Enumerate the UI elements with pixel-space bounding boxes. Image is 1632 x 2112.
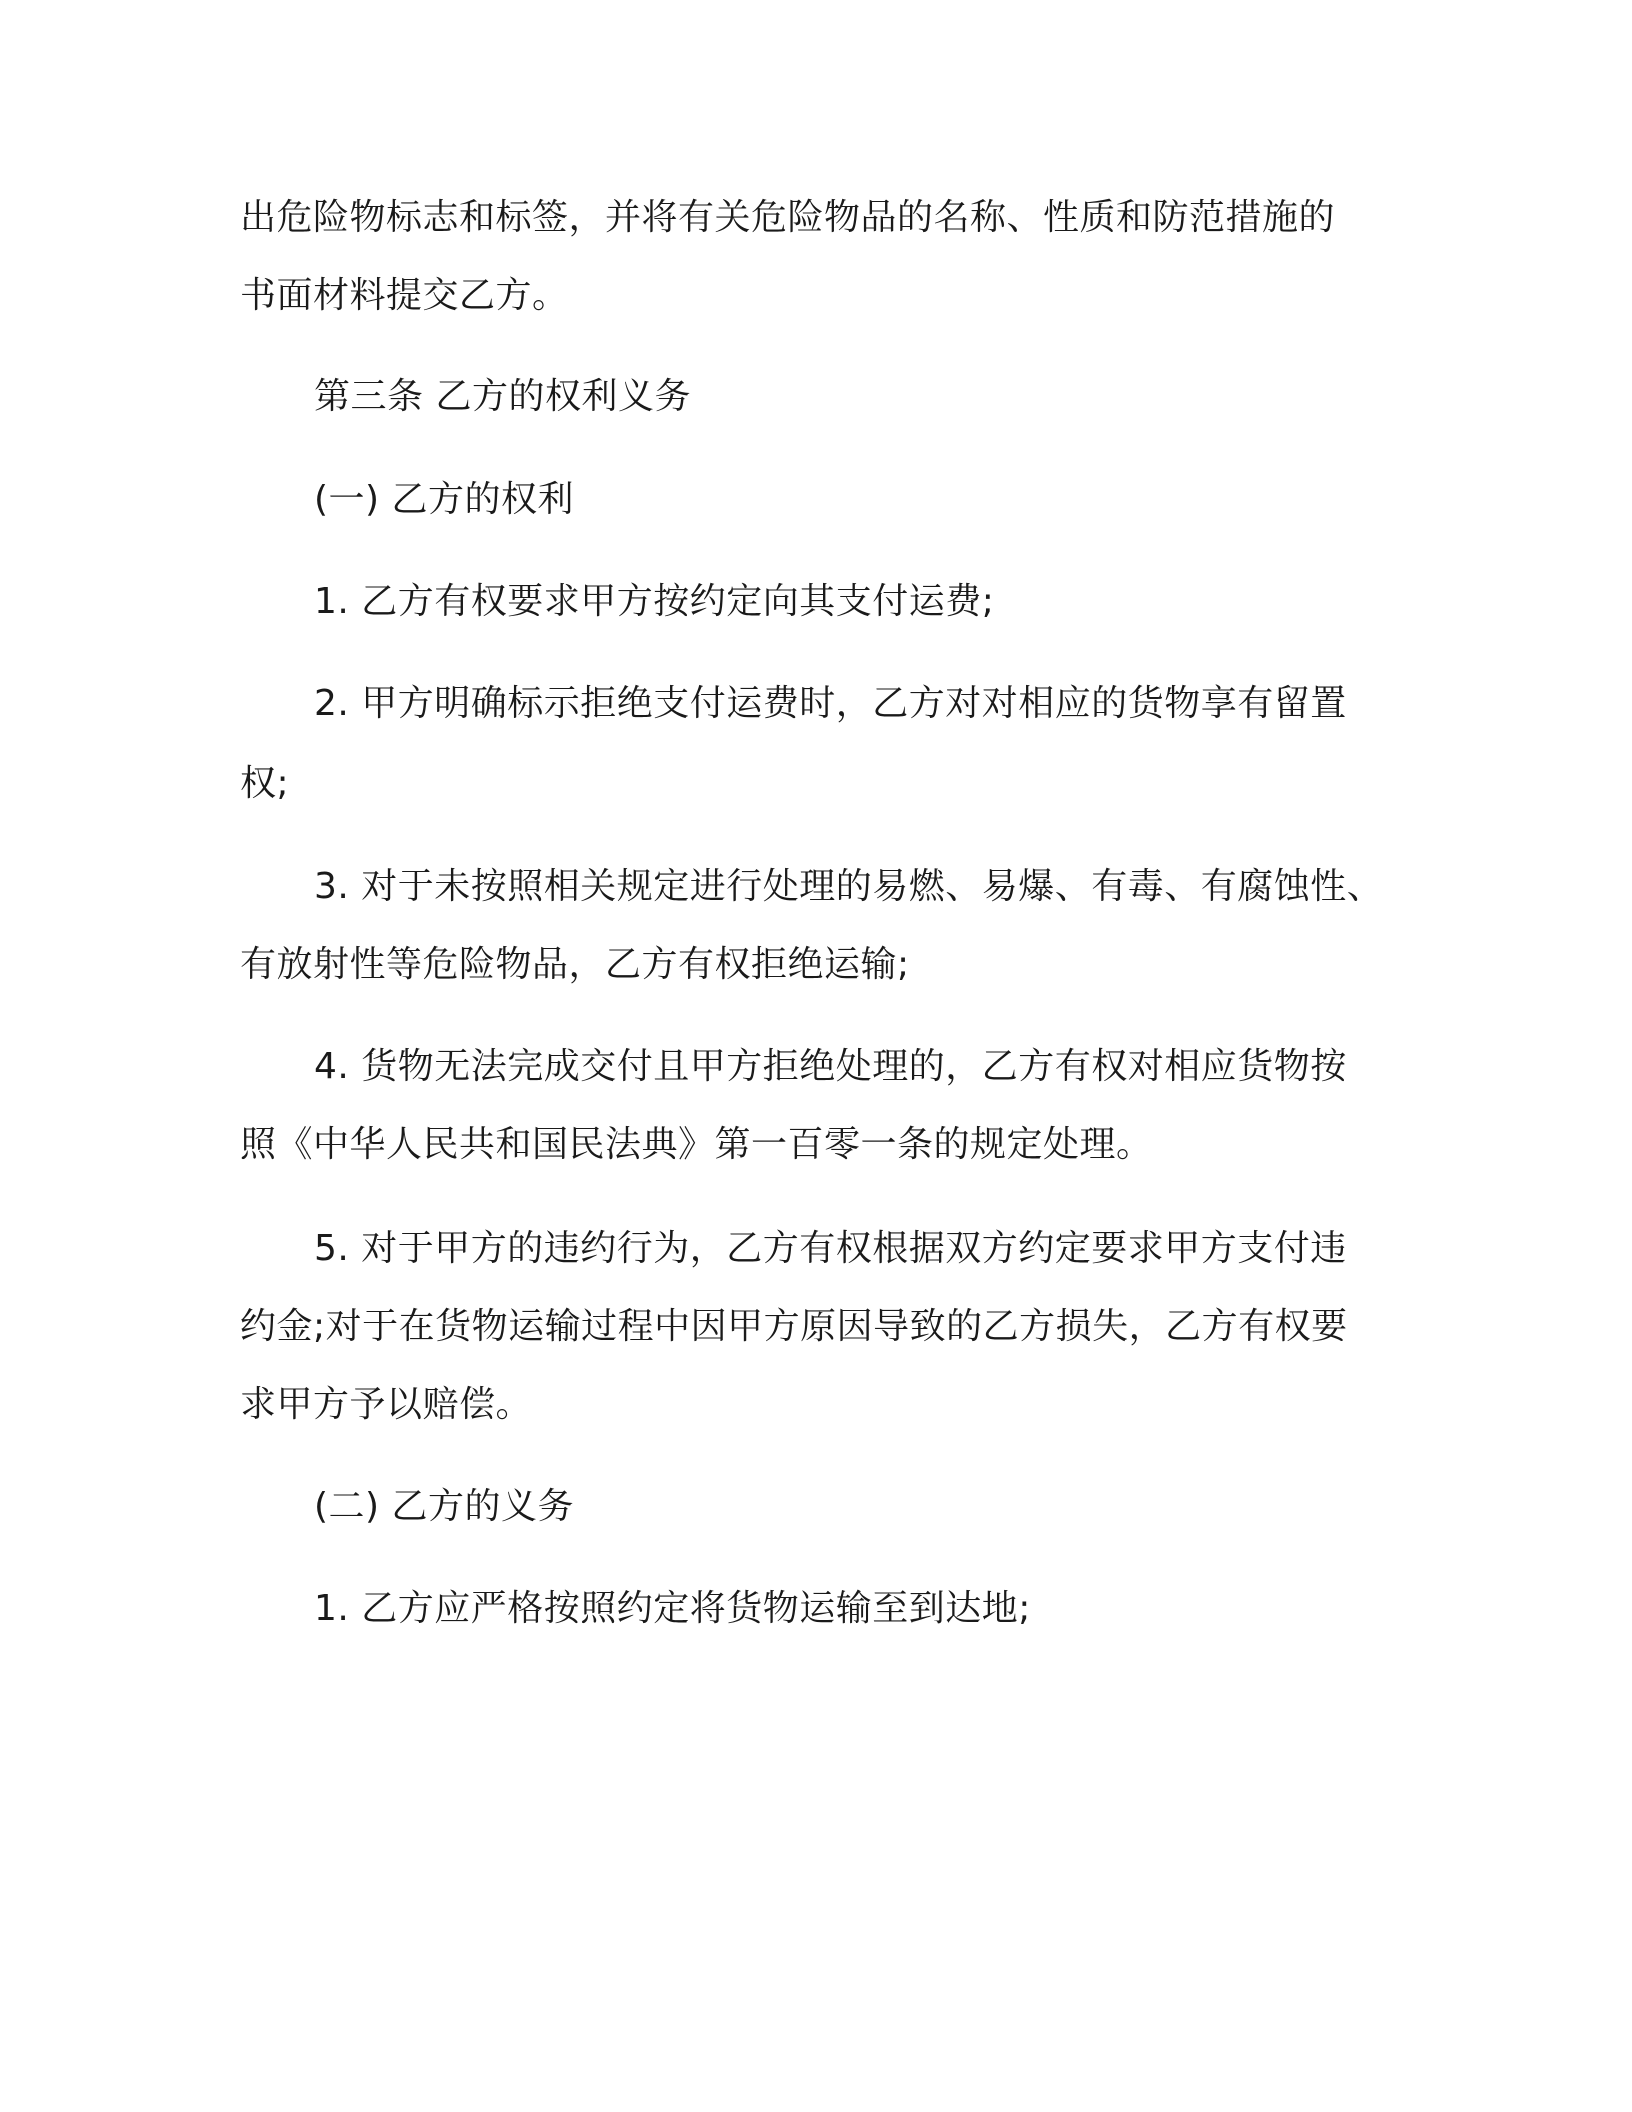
section-heading: (一) 乙方的权利 bbox=[314, 479, 575, 520]
list-item: 4. 货物无法完成交付且甲方拒绝处理的，乙方有权对相应货物按 bbox=[314, 1046, 1347, 1087]
section-heading: (二) 乙方的义务 bbox=[314, 1486, 575, 1527]
list-item-continuation: 求甲方予以赔偿。 bbox=[240, 1384, 533, 1425]
list-item: 2. 甲方明确标示拒绝支付运费时，乙方对对相应的货物享有留置 bbox=[314, 683, 1347, 724]
list-item-continuation: 约金;对于在货物运输过程中因甲方原因导致的乙方损失，乙方有权要 bbox=[240, 1306, 1348, 1347]
paragraph-line: 出危险物标志和标签，并将有关危险物品的名称、性质和防范措施的 bbox=[240, 197, 1336, 238]
list-item: 5. 对于甲方的违约行为，乙方有权根据双方约定要求甲方支付违 bbox=[314, 1228, 1347, 1269]
paragraph-line: 书面材料提交乙方。 bbox=[240, 275, 569, 316]
list-item: 3. 对于未按照相关规定进行处理的易燃、易爆、有毒、有腐蚀性、 bbox=[314, 866, 1384, 907]
list-item-continuation: 权; bbox=[240, 763, 290, 804]
article-heading: 第三条 乙方的权利义务 bbox=[314, 376, 691, 417]
list-item-continuation: 照《中华人民共和国民法典》第一百零一条的规定处理。 bbox=[240, 1124, 1153, 1165]
list-item: 1. 乙方有权要求甲方按约定向其支付运费; bbox=[314, 581, 995, 622]
list-item-continuation: 有放射性等危险物品，乙方有权拒绝运输; bbox=[240, 944, 910, 985]
list-item: 1. 乙方应严格按照约定将货物运输至到达地; bbox=[314, 1588, 1031, 1629]
